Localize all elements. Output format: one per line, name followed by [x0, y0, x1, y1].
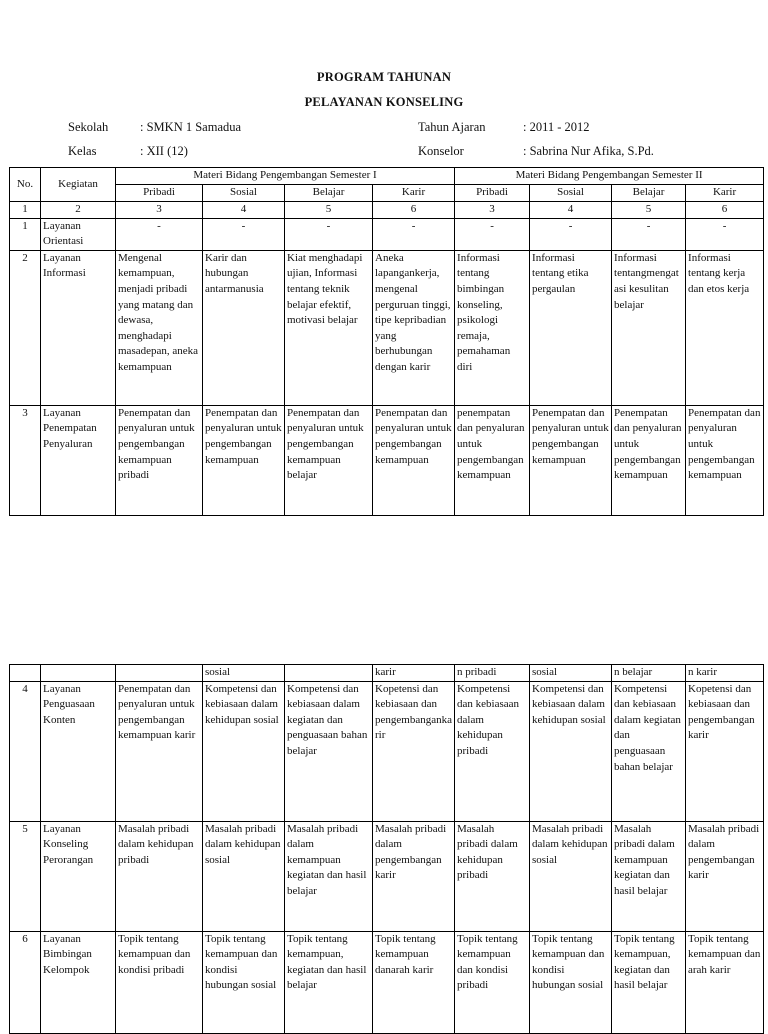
continuation-cell: n karir: [686, 665, 764, 682]
column-number: 3: [455, 202, 530, 219]
materi-cell: Masalah pribadi dalam pengembangan karir: [686, 821, 764, 931]
document-title: PROGRAM TAHUNAN: [316, 70, 452, 84]
row-number: 3: [10, 405, 41, 515]
row-number: 5: [10, 821, 41, 931]
materi-cell: Informasi tentangmengatasi kesulitan belajar: [612, 250, 686, 405]
materi-cell: Kompetensi dan kebiasaan dalam kehidupan pribadi: [455, 681, 530, 821]
continuation-cell: [41, 665, 116, 682]
materi-cell: Masalah pribadi dalam pengembangan karir: [373, 821, 455, 931]
sekolah-value: : SMKN 1 Samadua: [140, 120, 242, 134]
column-number: 2: [41, 202, 116, 219]
header-s2-pribadi: Pribadi: [455, 185, 530, 202]
program-table-part-2: [9, 664, 764, 1034]
materi-cell: Penempatan dan penyaluran untuk pengembangan kemampuan: [530, 405, 612, 515]
kegiatan-cell: Layanan Penempatan Penyaluran: [41, 405, 116, 515]
continuation-cell: [10, 665, 41, 682]
column-number: 6: [686, 202, 764, 219]
materi-cell: Kopetensi dan kebiasaan dan pengembangankarir: [373, 681, 455, 821]
materi-cell: Topik tentang kemampuan dan kondisi hubungan sosial: [203, 931, 285, 1033]
materi-cell: Penempatan dan penyaluran untuk pengembangan kemampuan: [203, 405, 285, 515]
header-semester-2: Materi Bidang Pengembangan Semester II: [455, 168, 764, 185]
sekolah-label: Sekolah: [68, 120, 109, 134]
column-number: 4: [203, 202, 285, 219]
materi-cell: -: [116, 218, 203, 250]
header-s1-karir: Karir: [373, 185, 455, 202]
header-s2-sosial: Sosial: [530, 185, 612, 202]
materi-cell: -: [285, 218, 373, 250]
continuation-cell: sosial: [530, 665, 612, 682]
materi-cell: Masalah pribadi dalam kehidupan sosial: [203, 821, 285, 931]
row-number: 2: [10, 250, 41, 405]
materi-cell: Mengenal kemampuan, menjadi pribadi yang matang dan dewasa, menghadapi masadepan, aneka kemampuan: [116, 250, 203, 405]
materi-cell: Kopetensi dan kebiasaan dan pengembangan karir: [686, 681, 764, 821]
materi-cell: Topik tentang kemampuan danarah karir: [373, 931, 455, 1033]
table-row: [10, 405, 764, 515]
materi-cell: -: [373, 218, 455, 250]
header-semester-1: Materi Bidang Pengembangan Semester I: [116, 168, 455, 185]
materi-cell: Informasi tentang kerja dan etos kerja: [686, 250, 764, 405]
materi-cell: Penempatan dan penyaluran untuk pengembangan kemampuan: [373, 405, 455, 515]
kegiatan-cell: Layanan Informasi: [41, 250, 116, 405]
materi-cell: Penempatan dan penyaluran untuk pengembangan kemampuan belajar: [285, 405, 373, 515]
materi-cell: Kiat menghadapi ujian, Informasi tentang teknik belajar efektif, motivasi belajar: [285, 250, 373, 405]
table-row: [10, 250, 764, 405]
materi-cell: Kompetensi dan kebiasaan dalam kegiatan dan penguasaan bahan belajar: [285, 681, 373, 821]
continuation-cell: [285, 665, 373, 682]
materi-cell: Kompetensi dan kebiasaan dalam kehidupan sosial: [530, 681, 612, 821]
materi-cell: -: [686, 218, 764, 250]
materi-cell: Informasi tentang etika pergaulan: [530, 250, 612, 405]
materi-cell: Penempatan dan penyaluran untuk pengembangan kemampuan: [686, 405, 764, 515]
materi-cell: -: [203, 218, 285, 250]
materi-cell: -: [455, 218, 530, 250]
table-row: [10, 681, 764, 821]
materi-cell: Penempatan dan penyaluran untuk pengembangan kemampuan: [612, 405, 686, 515]
kegiatan-cell: Layanan Konseling Perorangan: [41, 821, 116, 931]
materi-cell: Masalah pribadi dalam kemampuan kegiatan dan hasil belajar: [612, 821, 686, 931]
materi-cell: Kompetensi dan kebiasaan dalam kegiatan dan penguasaan bahan belajar: [612, 681, 686, 821]
continuation-cell: [116, 665, 203, 682]
continuation-row: [10, 665, 764, 682]
materi-cell: -: [530, 218, 612, 250]
header-s2-karir: Karir: [686, 185, 764, 202]
row-number: 4: [10, 681, 41, 821]
tahun-ajaran-value: : 2011 - 2012: [523, 120, 590, 134]
continuation-cell: sosial: [203, 665, 285, 682]
materi-cell: -: [612, 218, 686, 250]
materi-cell: Penempatan dan penyaluran untuk pengembangan kemampuan pribadi: [116, 405, 203, 515]
column-number: 6: [373, 202, 455, 219]
header-s2-belajar: Belajar: [612, 185, 686, 202]
header-s1-sosial: Sosial: [203, 185, 285, 202]
column-number: 4: [530, 202, 612, 219]
kegiatan-cell: Layanan Orientasi: [41, 218, 116, 250]
materi-cell: Masalah pribadi dalam kehidupan pribadi: [455, 821, 530, 931]
column-number-row: [10, 202, 764, 219]
materi-cell: Informasi tentang bimbingan konseling, psikologi remaja, pemahaman diri: [455, 250, 530, 405]
materi-cell: Masalah pribadi dalam kemampuan kegiatan dan hasil belajar: [285, 821, 373, 931]
header-s1-pribadi: Pribadi: [116, 185, 203, 202]
header-s1-belajar: Belajar: [285, 185, 373, 202]
table-row: [10, 821, 764, 931]
column-number: 5: [285, 202, 373, 219]
header-kegiatan: Kegiatan: [41, 168, 116, 202]
column-number: 5: [612, 202, 686, 219]
kelas-label: Kelas: [68, 144, 97, 158]
materi-cell: Topik tentang kemampuan dan kondisi hubungan sosial: [530, 931, 612, 1033]
header-no: No.: [10, 168, 41, 202]
materi-cell: Kompetensi dan kebiasaan dalam kehidupan sosial: [203, 681, 285, 821]
materi-cell: Aneka lapangankerja, mengenal perguruan tinggi, tipe kepribadian yang berhubungan dengan karir: [373, 250, 455, 405]
row-number: 1: [10, 218, 41, 250]
program-table-part-1: [9, 167, 764, 516]
row-number: 6: [10, 931, 41, 1033]
document-subtitle: PELAYANAN KONSELING: [304, 95, 464, 109]
table-row: [10, 218, 764, 250]
materi-cell: Masalah pribadi dalam kehidupan sosial: [530, 821, 612, 931]
materi-cell: Topik tentang kemampuan, kegiatan dan hasil belajar: [612, 931, 686, 1033]
materi-cell: Topik tentang kemampuan dan kondisi pribadi: [455, 931, 530, 1033]
materi-cell: Masalah pribadi dalam kehidupan pribadi: [116, 821, 203, 931]
column-number: 3: [116, 202, 203, 219]
materi-cell: Topik tentang kemampuan dan arah karir: [686, 931, 764, 1033]
kegiatan-cell: Layanan Penguasaan Konten: [41, 681, 116, 821]
kelas-value: : XII (12): [140, 144, 188, 158]
column-number: 1: [10, 202, 41, 219]
materi-cell: Karir dan hubungan antarmanusia: [203, 250, 285, 405]
materi-cell: penempatan dan penyaluran untuk pengembangan kemampuan: [455, 405, 530, 515]
tahun-ajaran-label: Tahun Ajaran: [418, 120, 486, 134]
kegiatan-cell: Layanan Bimbingan Kelompok: [41, 931, 116, 1033]
materi-cell: Topik tentang kemampuan, kegiatan dan hasil belajar: [285, 931, 373, 1033]
konselor-label: Konselor: [418, 144, 464, 158]
materi-cell: Penempatan dan penyaluran untuk pengembangan kemampuan karir: [116, 681, 203, 821]
materi-cell: Topik tentang kemampuan dan kondisi pribadi: [116, 931, 203, 1033]
continuation-cell: n belajar: [612, 665, 686, 682]
continuation-cell: karir: [373, 665, 455, 682]
konselor-value: : Sabrina Nur Afika, S.Pd.: [523, 144, 654, 158]
continuation-cell: n pribadi: [455, 665, 530, 682]
table-row: [10, 931, 764, 1033]
